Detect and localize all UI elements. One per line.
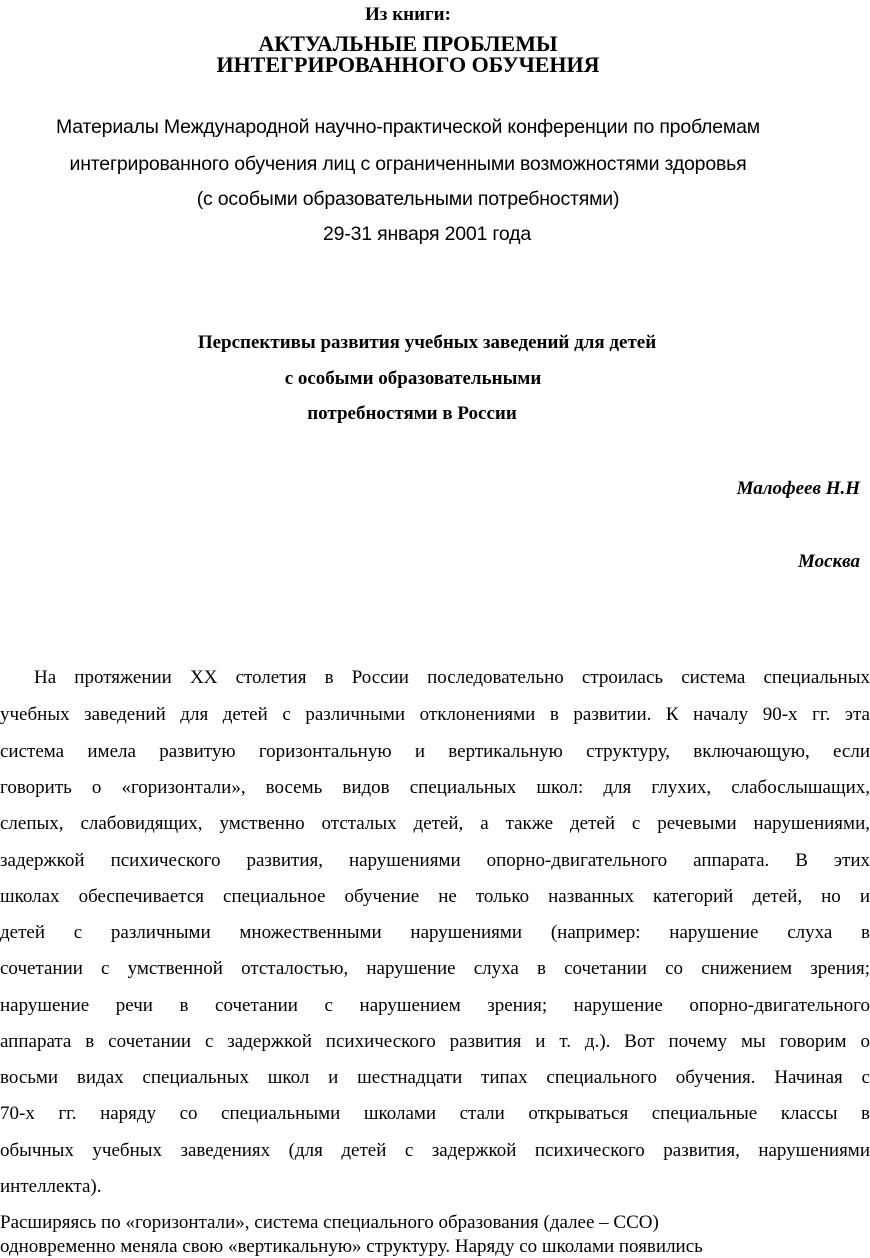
book-title-line-2: ИНТЕГРИРОВАННОГО ОБУЧЕНИЯ (216, 52, 600, 77)
paragraph-1-line: система имела развитую горизонтальную и вертикальную структуру, включающую, если (0, 741, 870, 762)
paragraph-2-line: Расширяясь по «горизонтали», система специального образования (далее – ССО) (0, 1212, 659, 1233)
article-title-line-3: потребностями в России (307, 403, 517, 424)
conference-line-2: интегрированного обучения лиц с ограниченными возможностями здоровья (69, 153, 747, 175)
paragraph-1-line: нарушение речи в сочетании с нарушением зрения; нарушение опорно-двигательного (0, 995, 870, 1016)
paragraph-1-line: сочетании с умственной отсталостью, нарушение слуха в сочетании со снижением зрения; (0, 958, 870, 979)
paragraph-1-line: школах обеспечивается специальное обучение не только названных категорий детей, но и (0, 886, 870, 907)
article-title-line-1: Перспективы развития учебных заведений для детей (197, 332, 657, 353)
paragraph-1-line: На протяжении XX столетия в России последовательно строилась система специальных (34, 667, 870, 688)
paragraph-2-line: одновременно меняла свою «вертикальную» структуру. Наряду со школами появились (0, 1236, 703, 1257)
conference-line-1: Материалы Международной научно-практической конференции по проблемам (56, 116, 760, 138)
paragraph-1-line: учебных заведений для детей с различными отклонениями в развитии. К началу 90-х гг. эта (0, 704, 870, 725)
conference-line-3: (с особыми образовательными потребностями) (196, 188, 620, 210)
paragraph-1-line: интеллекта). (0, 1176, 102, 1197)
paragraph-1-line: говорить о «горизонтали», восемь видов специальных школ: для глухих, слабослышащих, (0, 777, 870, 798)
paragraph-1-line: детей с различными множественными нарушениями (например: нарушение слуха в (0, 922, 870, 943)
conference-date: 29-31 января 2001 года (323, 223, 531, 245)
paragraph-1-line: аппарата в сочетании с задержкой психического развития и т. д.). Вот почему мы говорим о (0, 1031, 870, 1052)
city-name: Москва (797, 551, 860, 572)
author-name: Малофеев Н.Н (736, 478, 860, 499)
paragraph-1-line: восьми видах специальных школ и шестнадцати типах специального обучения. Начиная с (0, 1067, 870, 1088)
book-title (0, 33, 816, 75)
paragraph-1-line: задержкой психического развития, нарушениями опорно-двигательного аппарата. В этих (0, 850, 870, 871)
paragraph-1-line: 70-х гг. наряду со специальными школами стали открываться специальные классы в (0, 1103, 870, 1124)
paragraph-1-line: слепых, слабовидящих, умственно отсталых детей, а также детей с речевыми нарушениями, (0, 813, 870, 834)
book-title-line-1: АКТУАЛЬНЫЕ ПРОБЛЕМЫ (258, 31, 558, 56)
paragraph-1-line: обычных учебных заведениях (для детей с задержкой психического развития, нарушениями (0, 1140, 870, 1161)
from-book-label: Из книги: (365, 4, 451, 25)
article-title-line-2: с особыми образовательными (284, 368, 542, 389)
